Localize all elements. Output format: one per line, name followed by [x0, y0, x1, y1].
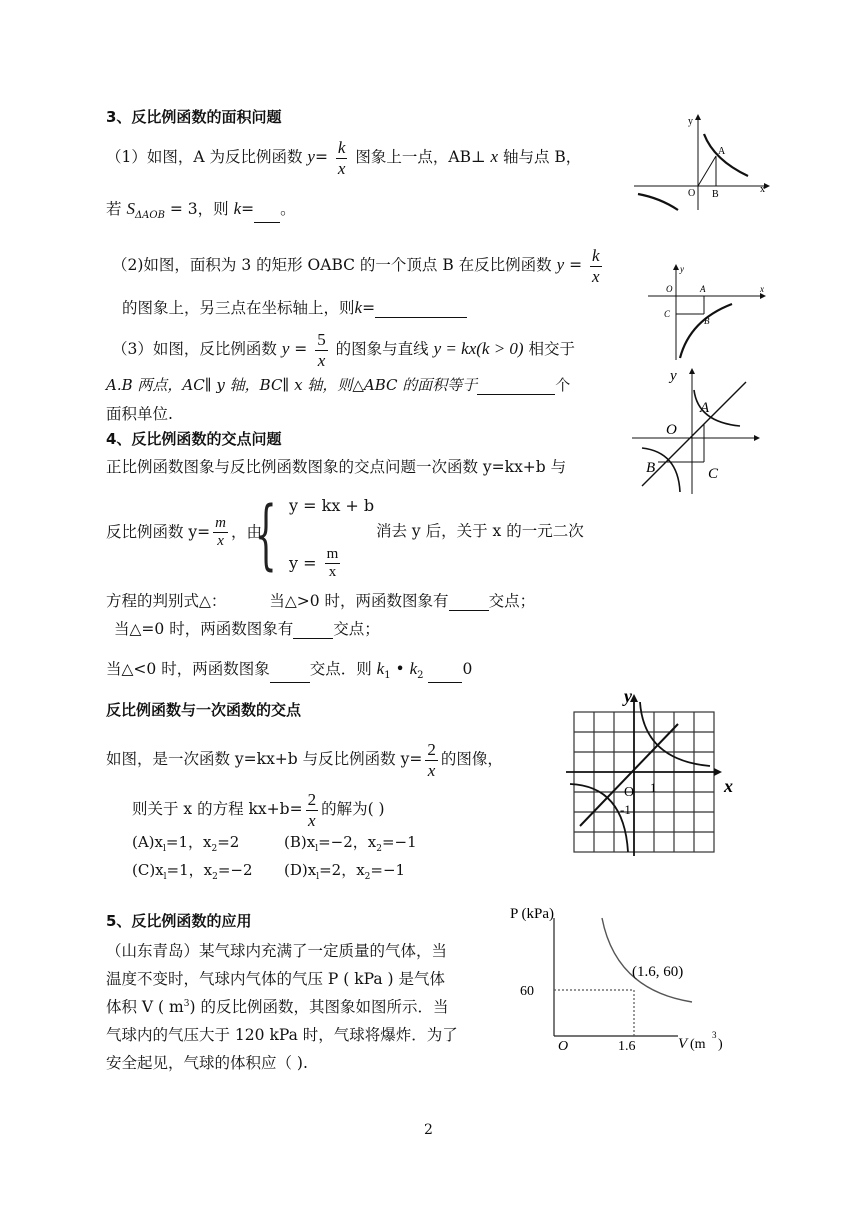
- figure-pressure-volume: [506, 898, 734, 1052]
- answer-blank: [375, 303, 467, 318]
- svg-text:60: 60: [520, 984, 534, 999]
- svg-text:y: y: [680, 264, 684, 274]
- s4b-heading: 反比例函数与一次函数的交点: [106, 701, 302, 719]
- svg-text:y: y: [670, 368, 677, 384]
- svg-text:3: 3: [712, 1030, 717, 1040]
- svg-text:P (kPa): P (kPa): [510, 906, 555, 922]
- s4-line3: 方程的判别式△： 当△>0 时，两函数图象有 交点；: [106, 592, 536, 610]
- svg-text:A: A: [700, 400, 710, 416]
- svg-text:B: B: [646, 460, 656, 476]
- svg-text:x: x: [760, 284, 764, 294]
- svg-text:A: A: [700, 284, 706, 294]
- s5-line4: 气球内的气压大于 120 kPa 时，气球将爆炸．为了: [106, 1026, 458, 1044]
- s5-line2: 温度不变时，气球内气体的气压 P ( kPa ) 是气体: [106, 970, 446, 988]
- section-5-heading: 5、反比例函数的应用: [106, 912, 252, 930]
- svg-text:C: C: [664, 309, 671, 319]
- svg-text:O: O: [624, 785, 635, 800]
- answer-blank: [293, 624, 333, 639]
- answer-blank: [428, 668, 462, 683]
- q3-3-line1: （3）如图，反比例函数 y = $\frac{5}{x}$ 的图象与直线 y = kx(k > 0) 相交于: [112, 330, 576, 370]
- q3-1-line1: （1）如图，A 为反比例函数 y= $\frac{k}{x}$ 图象上一点，AB⊥ x 轴与点 B，: [106, 138, 582, 178]
- svg-text:(m: (m: [690, 1037, 706, 1052]
- option-c: $(C)x_l=1$，$x_2=-2$: [132, 861, 253, 882]
- q3-3-line2: A.B 两点，AC∥ y 轴，BC∥ x 轴，则△ABC 的面积等于 个: [106, 376, 571, 394]
- s5-line1: （山东青岛）某气球内充满了一定质量的气体，当: [106, 942, 448, 960]
- svg-text:C: C: [708, 466, 719, 482]
- q3-2-line1: （2)如图，面积为 3 的矩形 OABC 的一个顶点 B 在反比例函数 y = $\frac{k}{x}$: [112, 246, 600, 286]
- option-b: $(B)x_l=-2$，$x_2=-1$: [284, 833, 417, 854]
- s4b-line2: 则关于 x 的方程 kx+b= $\frac{2}{x}$ 的解为( ): [132, 790, 385, 830]
- svg-text:(1.6, 60): (1.6, 60): [632, 964, 684, 980]
- s5-line5: 安全起见，气球的体积应（ ).: [106, 1054, 308, 1072]
- fraction-m-over-x: $\frac{m}{x}$: [215, 515, 227, 550]
- s4-line2-tail: 消去 y 后，关于 x 的一元二次: [376, 522, 584, 540]
- answer-blank: [270, 668, 310, 683]
- section-3-heading: 3、反比例函数的面积问题: [106, 108, 282, 126]
- fig1-y-label: y: [688, 116, 693, 127]
- svg-text:B: B: [704, 316, 710, 326]
- s4b-line1: 如图，是一次函数 y=kx+b 与反比例函数 y= $\frac{2}{x}$ 的图像，: [106, 740, 503, 780]
- svg-text:1.6: 1.6: [618, 1039, 636, 1052]
- svg-text:-1: -1: [620, 802, 631, 817]
- answer-blank: [449, 596, 489, 611]
- fig1-b-label: B: [712, 189, 719, 200]
- svg-text:x: x: [724, 776, 733, 796]
- figure-line-hyperbola-triangle: [628, 366, 768, 496]
- figure-grid-line-hyperbola: [566, 684, 742, 860]
- brace-icon: {: [255, 489, 277, 578]
- answer-blank: [477, 380, 555, 395]
- q3-3-line3: 面积单位.: [106, 405, 173, 423]
- s4-line5: 当△<0 时，两函数图象 交点．则 $k_1$ • $k_2$ 0: [106, 659, 473, 682]
- equation-system: { y = kx + b y = $\frac{m}{x}$: [255, 489, 375, 581]
- s4-line2: 反比例函数 y= $\frac{m}{x}$ ，由: [106, 515, 263, 550]
- figure-rectangle-hyperbola: [646, 262, 770, 362]
- fraction-k-over-x: $\frac{k}{x}$: [592, 246, 600, 286]
- option-a: $(A)x_l=1$，$x_2=2$: [132, 833, 240, 854]
- q3-1-line2: 若 $S_{\Delta AOB} = 3$，则 k= 。: [106, 199, 296, 222]
- s4-line1: 正比例函数图象与反比例函数图象的交点问题一次函数 y=kx+b 与: [106, 458, 567, 476]
- fraction-2-over-x: $\frac{2}{x}$: [427, 740, 436, 780]
- section-4-heading: 4、反比例函数的交点问题: [106, 430, 282, 448]
- answer-blank: [254, 208, 280, 223]
- svg-text:O: O: [558, 1039, 569, 1052]
- fig1-x-label: x: [760, 184, 765, 195]
- fraction-5-over-x: $\frac{5}{x}$: [317, 330, 326, 370]
- figure-area-hyperbola: [630, 112, 770, 212]
- svg-text:1: 1: [650, 780, 657, 795]
- q3-2-line2: 的图象上，另三点在坐标轴上，则k=: [122, 297, 467, 318]
- svg-text:): ): [718, 1037, 723, 1052]
- s4-line4: 当△=0 时，两函数图象有 交点；: [114, 620, 380, 638]
- fig1-a-label: A: [718, 146, 726, 157]
- fraction-k-over-x: $\frac{k}{x}$: [337, 138, 346, 178]
- page-number: 2: [424, 1122, 433, 1138]
- s5-line3: 体积 V ( $m^3$) 的反比例函数，其图象如图所示．当: [106, 998, 449, 1016]
- svg-text:y: y: [624, 686, 632, 706]
- svg-text:O: O: [666, 422, 677, 438]
- svg-text:V: V: [678, 1036, 688, 1052]
- svg-text:O: O: [666, 284, 673, 294]
- fig1-o-label: O: [688, 188, 696, 199]
- fraction-2-over-x: $\frac{2}{x}$: [307, 790, 317, 830]
- option-d: $(D)x_l=2$，$x_2=-1$: [284, 861, 406, 882]
